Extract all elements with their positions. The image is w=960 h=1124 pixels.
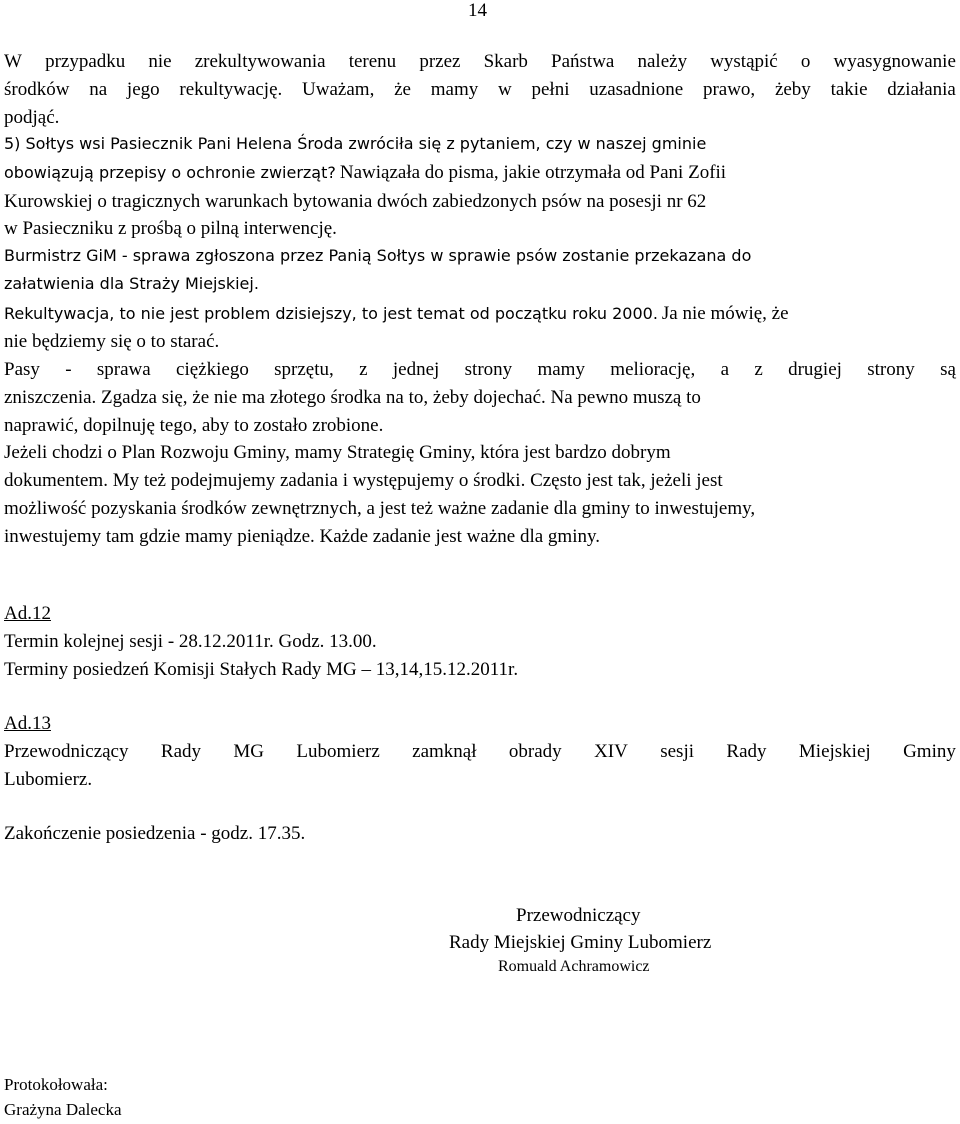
text-line: Rekultywacja, to nie jest problem dzisiejszy, to jest temat od początku roku 2000. Ja nie mówię, że <box>4 303 789 324</box>
text-line: załatwienia dla Straży Miejskiej. <box>4 274 259 293</box>
text-line: inwestujemy tam gdzie mamy pieniądze. Każde zadanie jest ważne dla gminy. <box>4 526 600 547</box>
word: mamy <box>430 79 479 100</box>
word: ciężkiego <box>176 359 249 380</box>
word: prawo, <box>702 79 756 100</box>
word: jednej <box>392 359 440 380</box>
word: należy <box>637 51 688 72</box>
word: Rady <box>160 741 201 762</box>
text-line: zniszczenia. Zgadza się, że nie ma złotego środka na to, żeby dojechać. Na pewno muszą to <box>4 387 701 408</box>
word: że <box>394 79 411 100</box>
text-line: Lubomierz. <box>4 769 93 790</box>
section-heading-ad12: Ad.12 <box>4 603 51 624</box>
word: Miejskiej <box>798 741 871 762</box>
word: żeby <box>774 79 811 100</box>
text-line <box>4 742 956 761</box>
text-line: Jeżeli chodzi o Plan Rozwoju Gminy, mamy Strategię Gminy, która jest bardzo dobrym <box>4 442 671 463</box>
page-number: 14 <box>468 0 487 21</box>
word: - <box>65 359 72 380</box>
text-line: obowiązują przepisy o ochronie zwierząt? Nawiązała do pisma, jakie otrzymała od Pani Zofii <box>4 162 727 183</box>
text-line: w Pasieczniku z prośbą o pilną interwencję. <box>4 218 337 239</box>
text-line: naprawić, dopilnuję tego, aby to zostało zrobione. <box>4 415 384 436</box>
word: drugiej <box>788 359 842 380</box>
word: przez <box>419 51 461 72</box>
word: wystąpić <box>710 51 778 72</box>
text-line: nie będziemy się o to starać. <box>4 331 220 352</box>
word: Pasy <box>4 359 40 380</box>
section-heading-ad13: Ad.13 <box>4 713 51 734</box>
word: Uważam, <box>302 79 375 100</box>
word: działania <box>887 79 956 100</box>
word: zamknął <box>412 741 477 762</box>
minutes-label: Protokołowała: <box>4 1075 108 1094</box>
word: Gminy <box>903 741 956 762</box>
word: zrekultywowania <box>194 51 326 72</box>
closing-time: Zakończenie posiedzenia - godz. 17.35. <box>4 823 306 844</box>
word: MG <box>233 741 265 762</box>
word: o <box>800 51 811 72</box>
word: takie <box>830 79 868 100</box>
word: sesji <box>660 741 695 762</box>
word: wyasygnowanie <box>833 51 956 72</box>
word: XIV <box>594 741 628 762</box>
text-line: dokumentem. My też podejmujemy zadania i występujemy o środki. Często jest tak, jeżeli jest <box>4 470 723 491</box>
text-line: podjąć. <box>4 107 60 128</box>
word: przypadku <box>45 51 126 72</box>
text-line <box>4 360 956 379</box>
word: środków <box>4 79 70 100</box>
word: sprzętu, <box>274 359 334 380</box>
text-line: Termin kolejnej sesji - 28.12.2011r. Godz. 13.00. <box>4 631 377 652</box>
word: obrady <box>508 741 562 762</box>
word: strony <box>464 359 513 380</box>
text-line <box>4 52 956 71</box>
word: W <box>4 51 22 72</box>
word: na <box>89 79 108 100</box>
word: Przewodniczący <box>4 741 129 762</box>
minutes-name: Grażyna Dalecka <box>4 1100 122 1119</box>
word: z <box>754 359 763 380</box>
word: pełni <box>531 79 570 100</box>
signature-name: Romuald Achramowicz <box>498 958 650 975</box>
word: Skarb <box>483 51 528 72</box>
word: mamy <box>537 359 585 380</box>
text-line <box>4 80 956 99</box>
word: rekultywację. <box>179 79 283 100</box>
signature-body: Rady Miejskiej Gminy Lubomierz <box>449 932 712 953</box>
word: terenu <box>348 51 397 72</box>
word: sprawa <box>96 359 151 380</box>
text-line: Burmistrz GiM - sprawa zgłoszona przez Panią Sołtys w sprawie psów zostanie przekazana do <box>4 246 752 265</box>
word: Rady <box>726 741 767 762</box>
word: są <box>940 359 956 380</box>
word: Lubomierz <box>296 741 380 762</box>
signature-title: Przewodniczący <box>516 905 641 926</box>
word: uzasadnione <box>589 79 684 100</box>
text-line: Kurowskiej o tragicznych warunkach bytowania dwóch zabiedzonych psów na posesji nr 62 <box>4 191 707 212</box>
word: w <box>498 79 512 100</box>
word: meliorację, <box>610 359 696 380</box>
text-line: możliwość pozyskania środków zewnętrznych, a jest też ważne zadanie dla gminy to inwestujemy, <box>4 498 756 519</box>
word: Państwa <box>551 51 615 72</box>
word: nie <box>148 51 172 72</box>
word: a <box>720 359 729 380</box>
text-line: Terminy posiedzeń Komisji Stałych Rady MG – 13,14,15.12.2011r. <box>4 659 519 680</box>
word: jego <box>126 79 160 100</box>
word: strony <box>867 359 915 380</box>
word: z <box>359 359 368 380</box>
text-line: 5) Sołtys wsi Pasiecznik Pani Helena Środa zwróciła się z pytaniem, czy w naszej gminie <box>4 134 707 153</box>
